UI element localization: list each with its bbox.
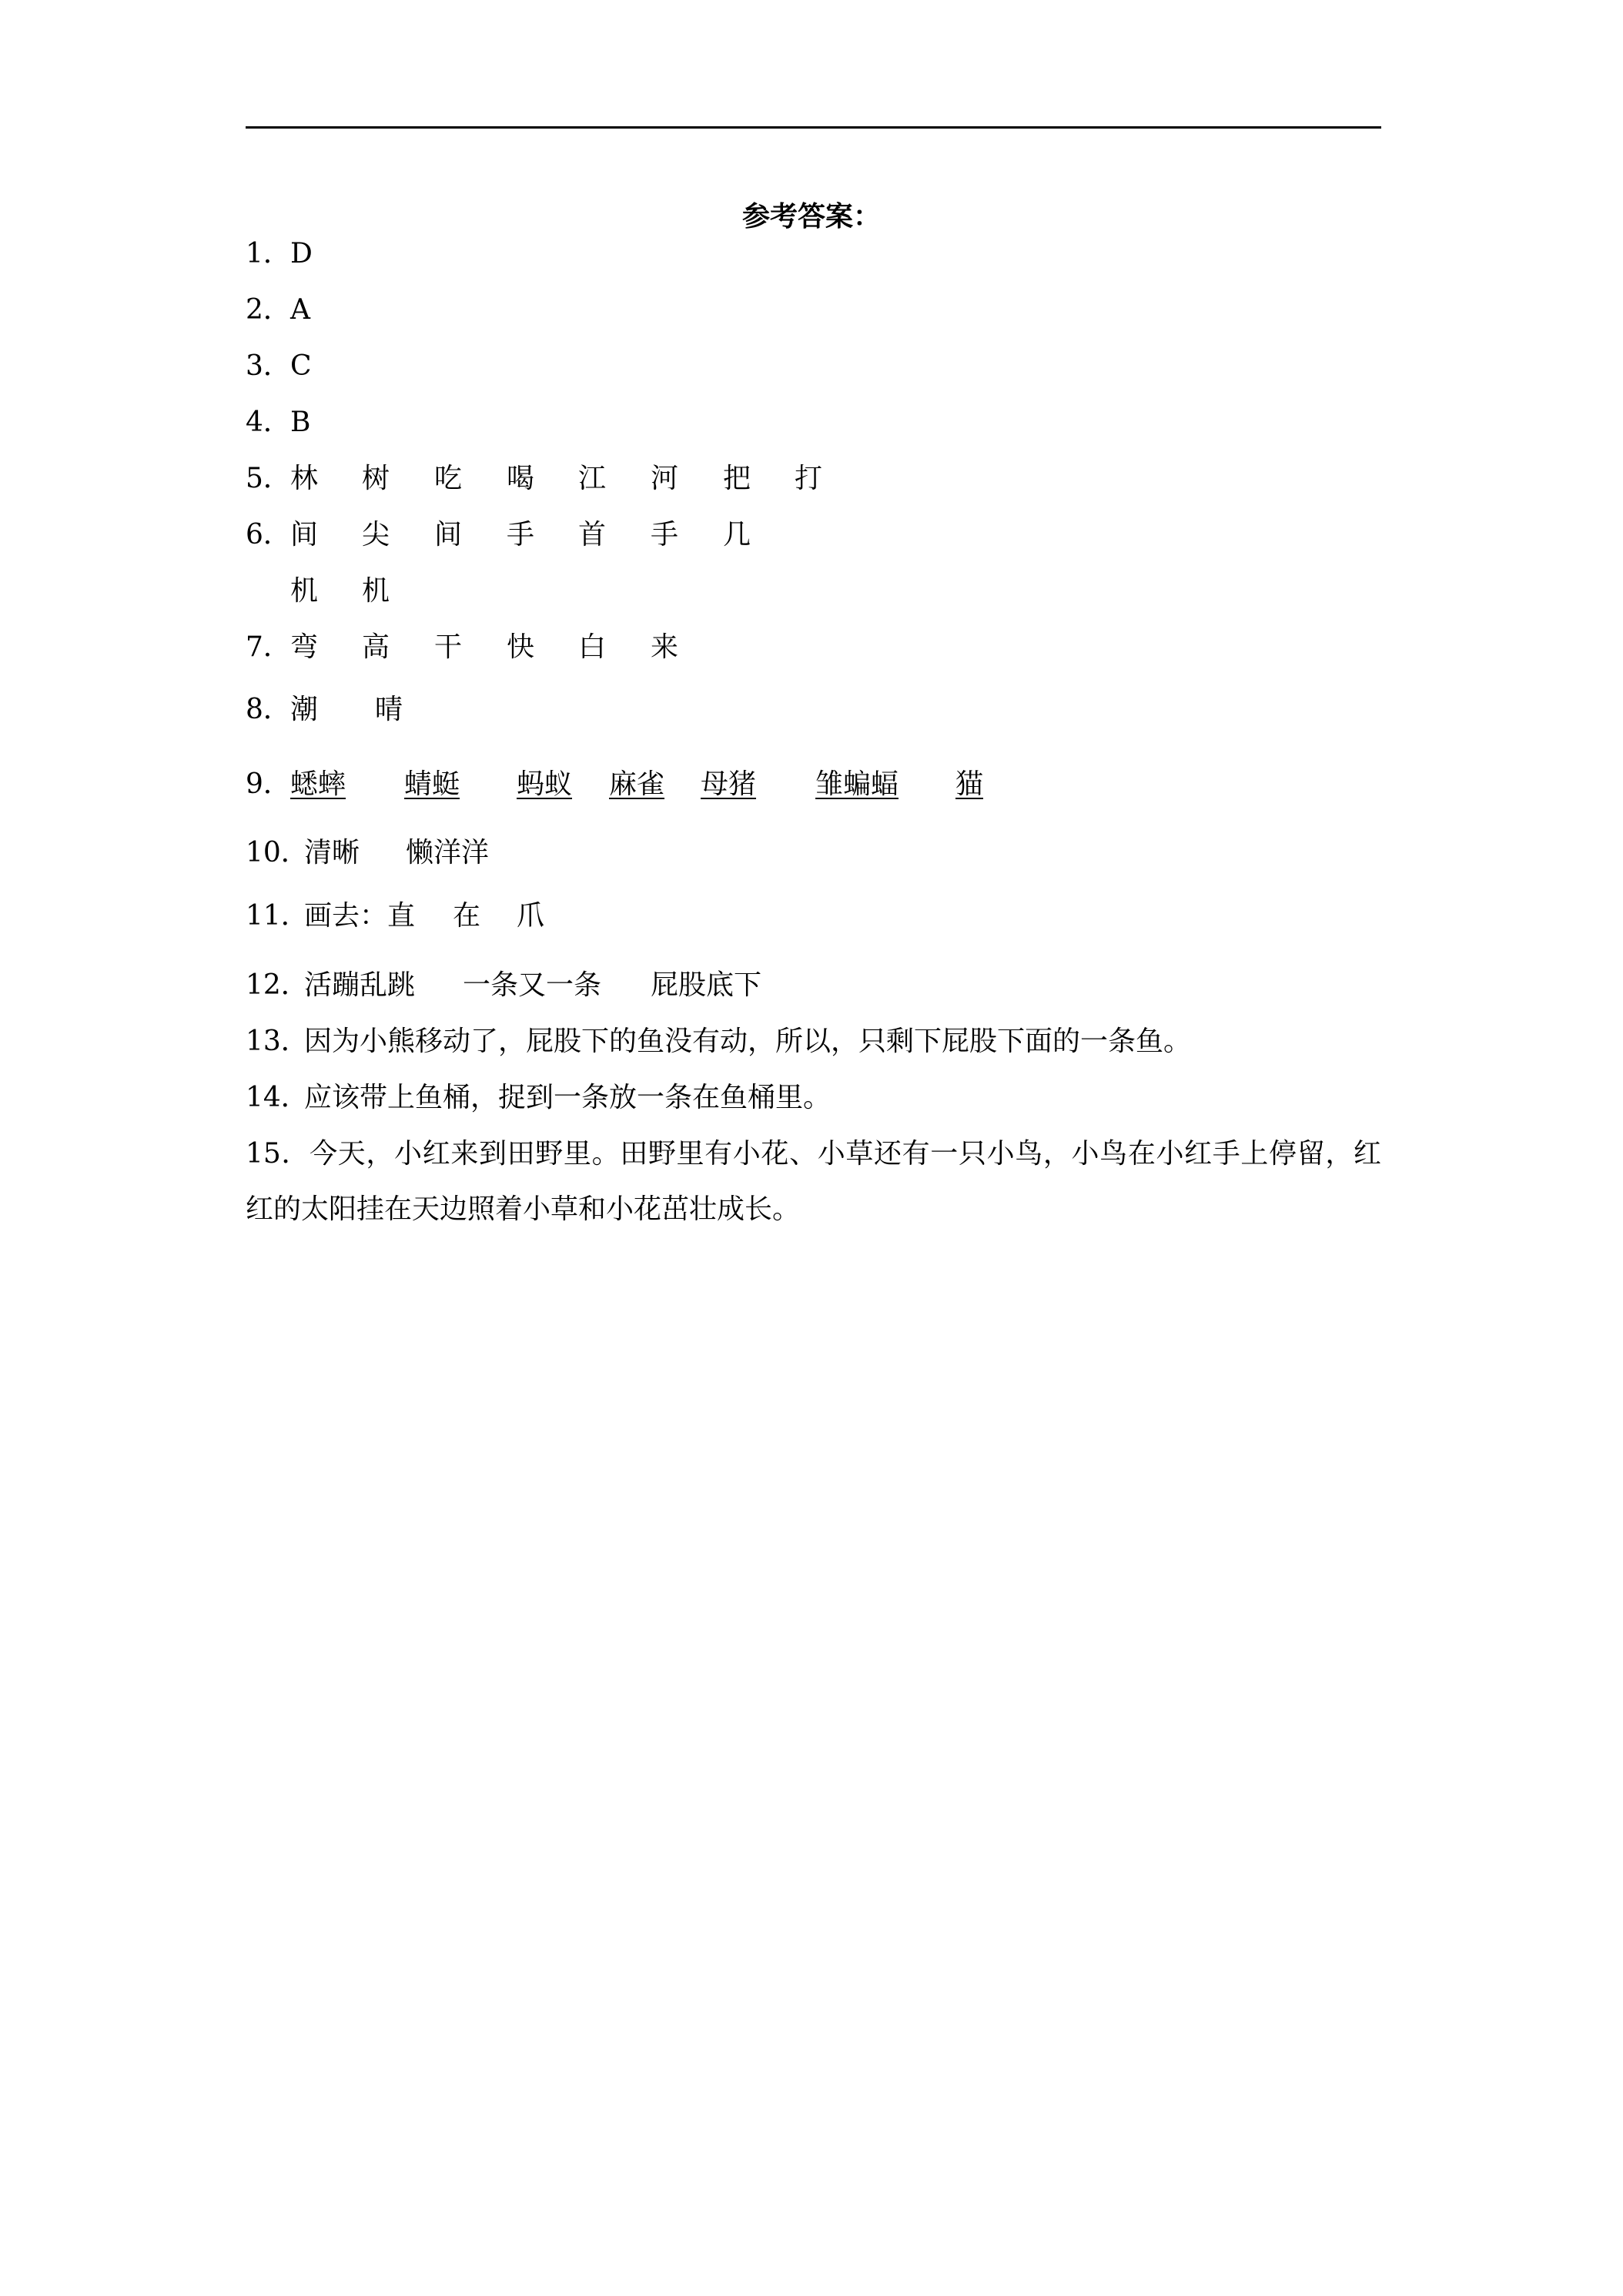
answer-number: 13． [246,1026,309,1057]
answer-7 [246,628,1381,667]
answer-item: 间 [434,519,463,551]
answer-item: 猫 [955,768,984,800]
answer-item: 爪 [517,900,545,932]
answer-number: 1． [246,238,291,269]
answer-text: A [290,294,310,326]
answer-3 [246,347,312,386]
answer-text: 应该带上鱼桶，捉到一条放一条在鱼桶里。 [304,1082,832,1113]
answer-10 [246,834,1381,872]
answer-number: 4． [246,407,291,438]
answer-15 [246,1126,1381,1237]
answer-item: 懒洋洋 [406,837,490,869]
answer-item: 机 [362,575,390,607]
page-title: 参考答案： [741,200,881,233]
answer-number: 3． [246,350,291,382]
answer-number: 14． [246,1082,309,1113]
answer-item: 几 [723,519,751,551]
answer-9 [246,765,1381,804]
answer-6 [246,516,1381,554]
answer-item: 清晰 [304,837,360,869]
answer-number: 10． [246,837,309,869]
answer-item: 来 [651,631,679,663]
answer-2 [246,291,310,330]
answer-item: 干 [434,631,463,663]
answer-item: 白 [578,631,607,663]
answer-number: 7． [246,631,291,663]
answer-item: 画去：直 [304,900,416,932]
answer-number: 6． [246,519,291,551]
answer-4 [246,403,310,442]
answer-text: 因为小熊移动了，屁股下的鱼没有动，所以，只剩下屁股下面的一条鱼。 [304,1026,1192,1057]
answer-number: 8． [246,694,291,725]
answer-item: 麻雀 [609,768,665,800]
answer-1 [246,235,313,273]
answer-number: 5． [246,463,291,494]
answer-14 [246,1079,831,1117]
answer-text: D [290,238,313,269]
answer-item: 活蹦乱跳 [304,969,416,1001]
answer-item: 尖 [362,519,390,551]
answer-6-line2 [246,572,1381,611]
answer-item: 潮 [290,694,319,725]
answer-11 [246,897,1381,935]
answer-text: B [290,407,311,438]
answer-item: 晴 [375,694,403,725]
answer-number: 12． [246,969,309,1001]
header-rule [246,126,1381,129]
answer-item: 蜻蜓 [404,768,460,800]
answer-12 [246,966,1381,1005]
answer-item: 高 [362,631,390,663]
answer-item: 吃 [434,463,463,494]
answer-item: 一条又一条 [463,969,602,1001]
answer-item: 喝 [507,463,535,494]
answer-number: 9． [246,768,291,800]
answer-item: 蚂蚁 [517,768,573,800]
answer-item: 手 [507,519,535,551]
answer-8 [246,691,1381,729]
answer-item: 手 [651,519,679,551]
answer-item: 母猪 [701,768,757,800]
answer-item: 间 [290,519,319,551]
answer-item: 打 [795,463,823,494]
answer-text: C [290,350,312,382]
answer-item: 在 [453,900,481,932]
answer-item: 首 [578,519,607,551]
answer-number: 11． [246,900,309,932]
answer-number: 2． [246,294,291,326]
answer-item: 快 [507,631,535,663]
answer-5 [246,460,1381,498]
answer-item: 树 [362,463,390,494]
answer-item: 江 [578,463,607,494]
answer-item: 弯 [290,631,319,663]
answer-item: 雏蝙蝠 [815,768,899,800]
answer-item: 林 [290,463,319,494]
answer-item: 把 [723,463,751,494]
answer-item: 河 [651,463,679,494]
answer-text: 今天，小红来到田野里。田野里有小花、小草还有一只小鸟，小鸟在小红手上停留，红红的太阳挂在天边照着小草和小花茁壮成长。 [246,1138,1381,1225]
answer-number: 15． [246,1138,310,1170]
answer-item: 蟋蟀 [290,768,346,800]
answer-item: 屁股底下 [651,969,762,1001]
answer-item: 机 [290,575,319,607]
answer-13 [246,1022,1191,1061]
